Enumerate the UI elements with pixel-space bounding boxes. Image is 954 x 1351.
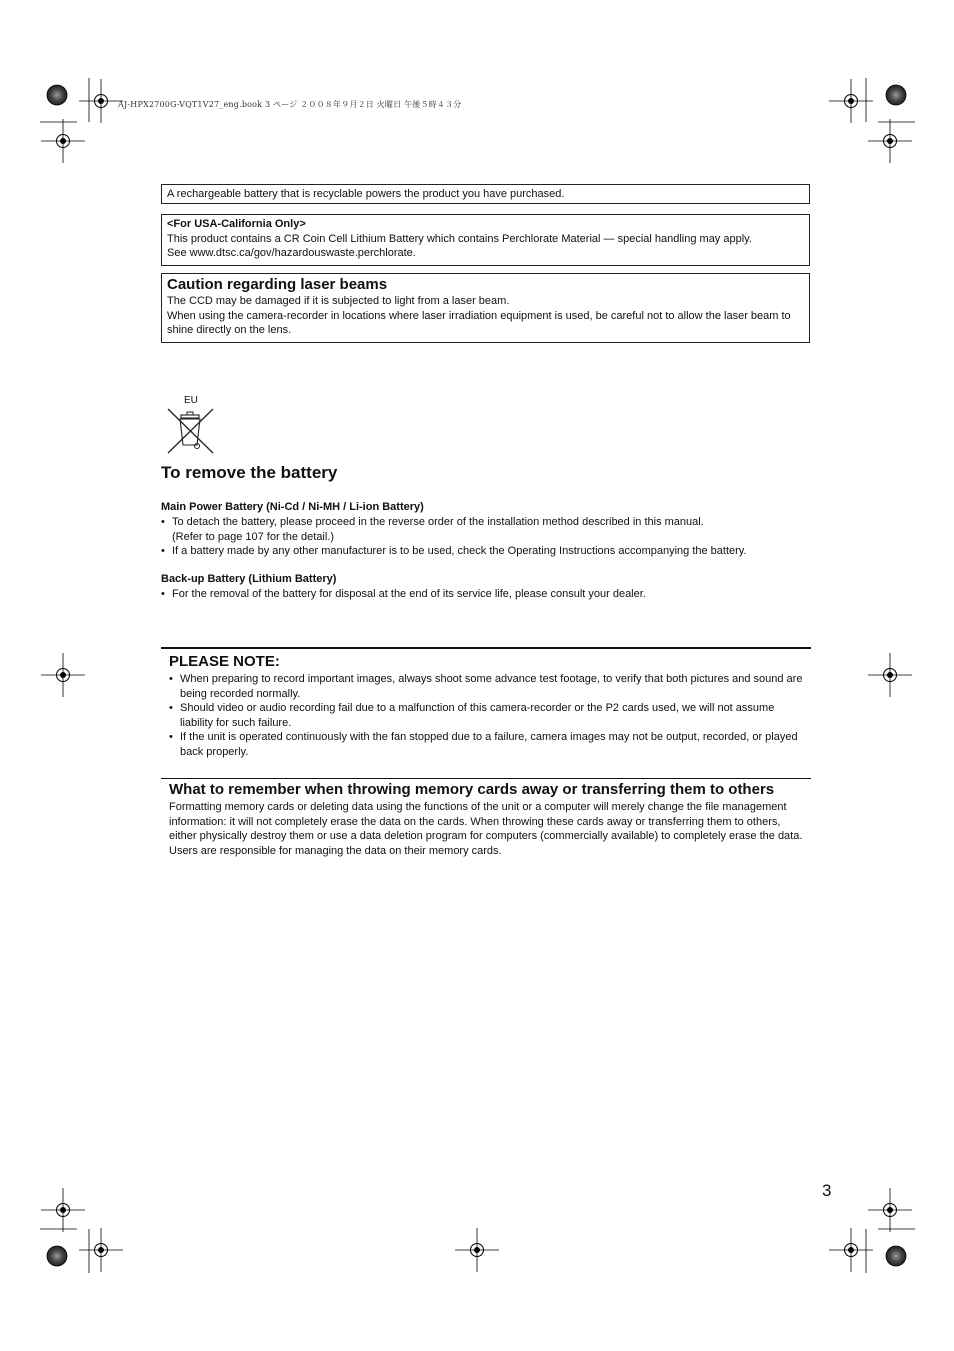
- list-item-text: If the unit is operated continuously with the fan stopped due to a failure, camera images may not be output, recorded, or played back properly.: [180, 731, 798, 758]
- list-item: [169, 672, 803, 701]
- backup-battery-heading: Back-up Battery (Lithium Battery): [161, 573, 337, 585]
- bullet: •: [169, 731, 173, 743]
- california-notice-box: [161, 214, 810, 266]
- bullet: •: [161, 545, 165, 557]
- memory-cards-heading: What to remember when throwing memory cards away or transferring them to others: [169, 781, 775, 798]
- recyclable-notice-text: A rechargeable battery that is recyclable powers the product you have purchased.: [167, 188, 565, 200]
- laser-caution-heading: Caution regarding laser beams: [167, 276, 388, 293]
- print-file-header: AJ-HPX2700G-VQT1V27_eng.book 3 ページ ２００８年９月２日 火曜日 午後５時４３分: [118, 100, 462, 109]
- eu-label: EU: [184, 395, 198, 406]
- backup-battery-list: [161, 587, 811, 602]
- list-item-text: For the removal of the battery for disposal at the end of its service life, please consult your dealer.: [172, 588, 646, 600]
- list-item: [169, 701, 803, 730]
- list-item-subtext: (Refer to page 107 for the detail.): [172, 530, 335, 543]
- list-item-text: If a battery made by any other manufacturer is to be used, check the Operating Instructions accompanying the battery.: [172, 545, 747, 557]
- list-item-text: To detach the battery, please proceed in the reverse order of the installation method described in this manual.: [172, 516, 704, 528]
- list-item: [161, 587, 811, 602]
- bullet: •: [161, 588, 165, 600]
- main-battery-heading: Main Power Battery (Ni-Cd / Ni-MH / Li-ion Battery): [161, 501, 424, 513]
- laser-caution-line-1: The CCD may be damaged if it is subjected to light from a laser beam.: [167, 295, 510, 307]
- list-item: [169, 730, 803, 759]
- main-battery-list: [161, 515, 811, 559]
- memory-cards-body: Formatting memory cards or deleting data using the functions of the unit or a computer will merely change the file management information: it will not completely erase the data on the cards. When throwing these cards away or transferring them to others, either physically destroy them or use a data deletion program for computers (commercially available) to completely erase the data. Users are responsible for managing the data on their memory cards.: [169, 801, 803, 857]
- bullet: •: [169, 702, 173, 714]
- california-line-2: See www.dtsc.ca/gov/hazardouswaste.perchlorate.: [167, 247, 416, 259]
- remove-battery-title: To remove the battery: [161, 463, 338, 482]
- list-item-text: Should video or audio recording fail due to a malfunction of this camera-recorder or the P2 cards used, we will not assume liability for such failure.: [180, 702, 775, 729]
- please-note-section: [161, 647, 811, 759]
- recyclable-notice-box: [161, 184, 810, 204]
- laser-caution-box: [161, 273, 810, 343]
- bullet: •: [161, 516, 165, 528]
- list-item-text: When preparing to record important images, always shoot some advance test footage, to verify that both pictures and sound are being recorded normally.: [180, 673, 803, 700]
- bullet: •: [169, 673, 173, 685]
- list-item: [161, 544, 811, 559]
- please-note-heading: PLEASE NOTE:: [169, 653, 280, 670]
- california-line-1: This product contains a CR Coin Cell Lithium Battery which contains Perchlorate Material — special handling may apply.: [167, 232, 752, 245]
- memory-cards-section: [161, 778, 811, 858]
- laser-caution-line-2: When using the camera-recorder in locations where laser irradiation equipment is used, be careful not to allow the laser beam to shine directly on the lens.: [167, 309, 791, 336]
- california-heading: <For USA-California Only>: [167, 218, 306, 230]
- list-item: [161, 515, 811, 544]
- page-number: 3: [822, 1181, 832, 1200]
- crossed-out-wheelie-bin-icon: [165, 395, 217, 457]
